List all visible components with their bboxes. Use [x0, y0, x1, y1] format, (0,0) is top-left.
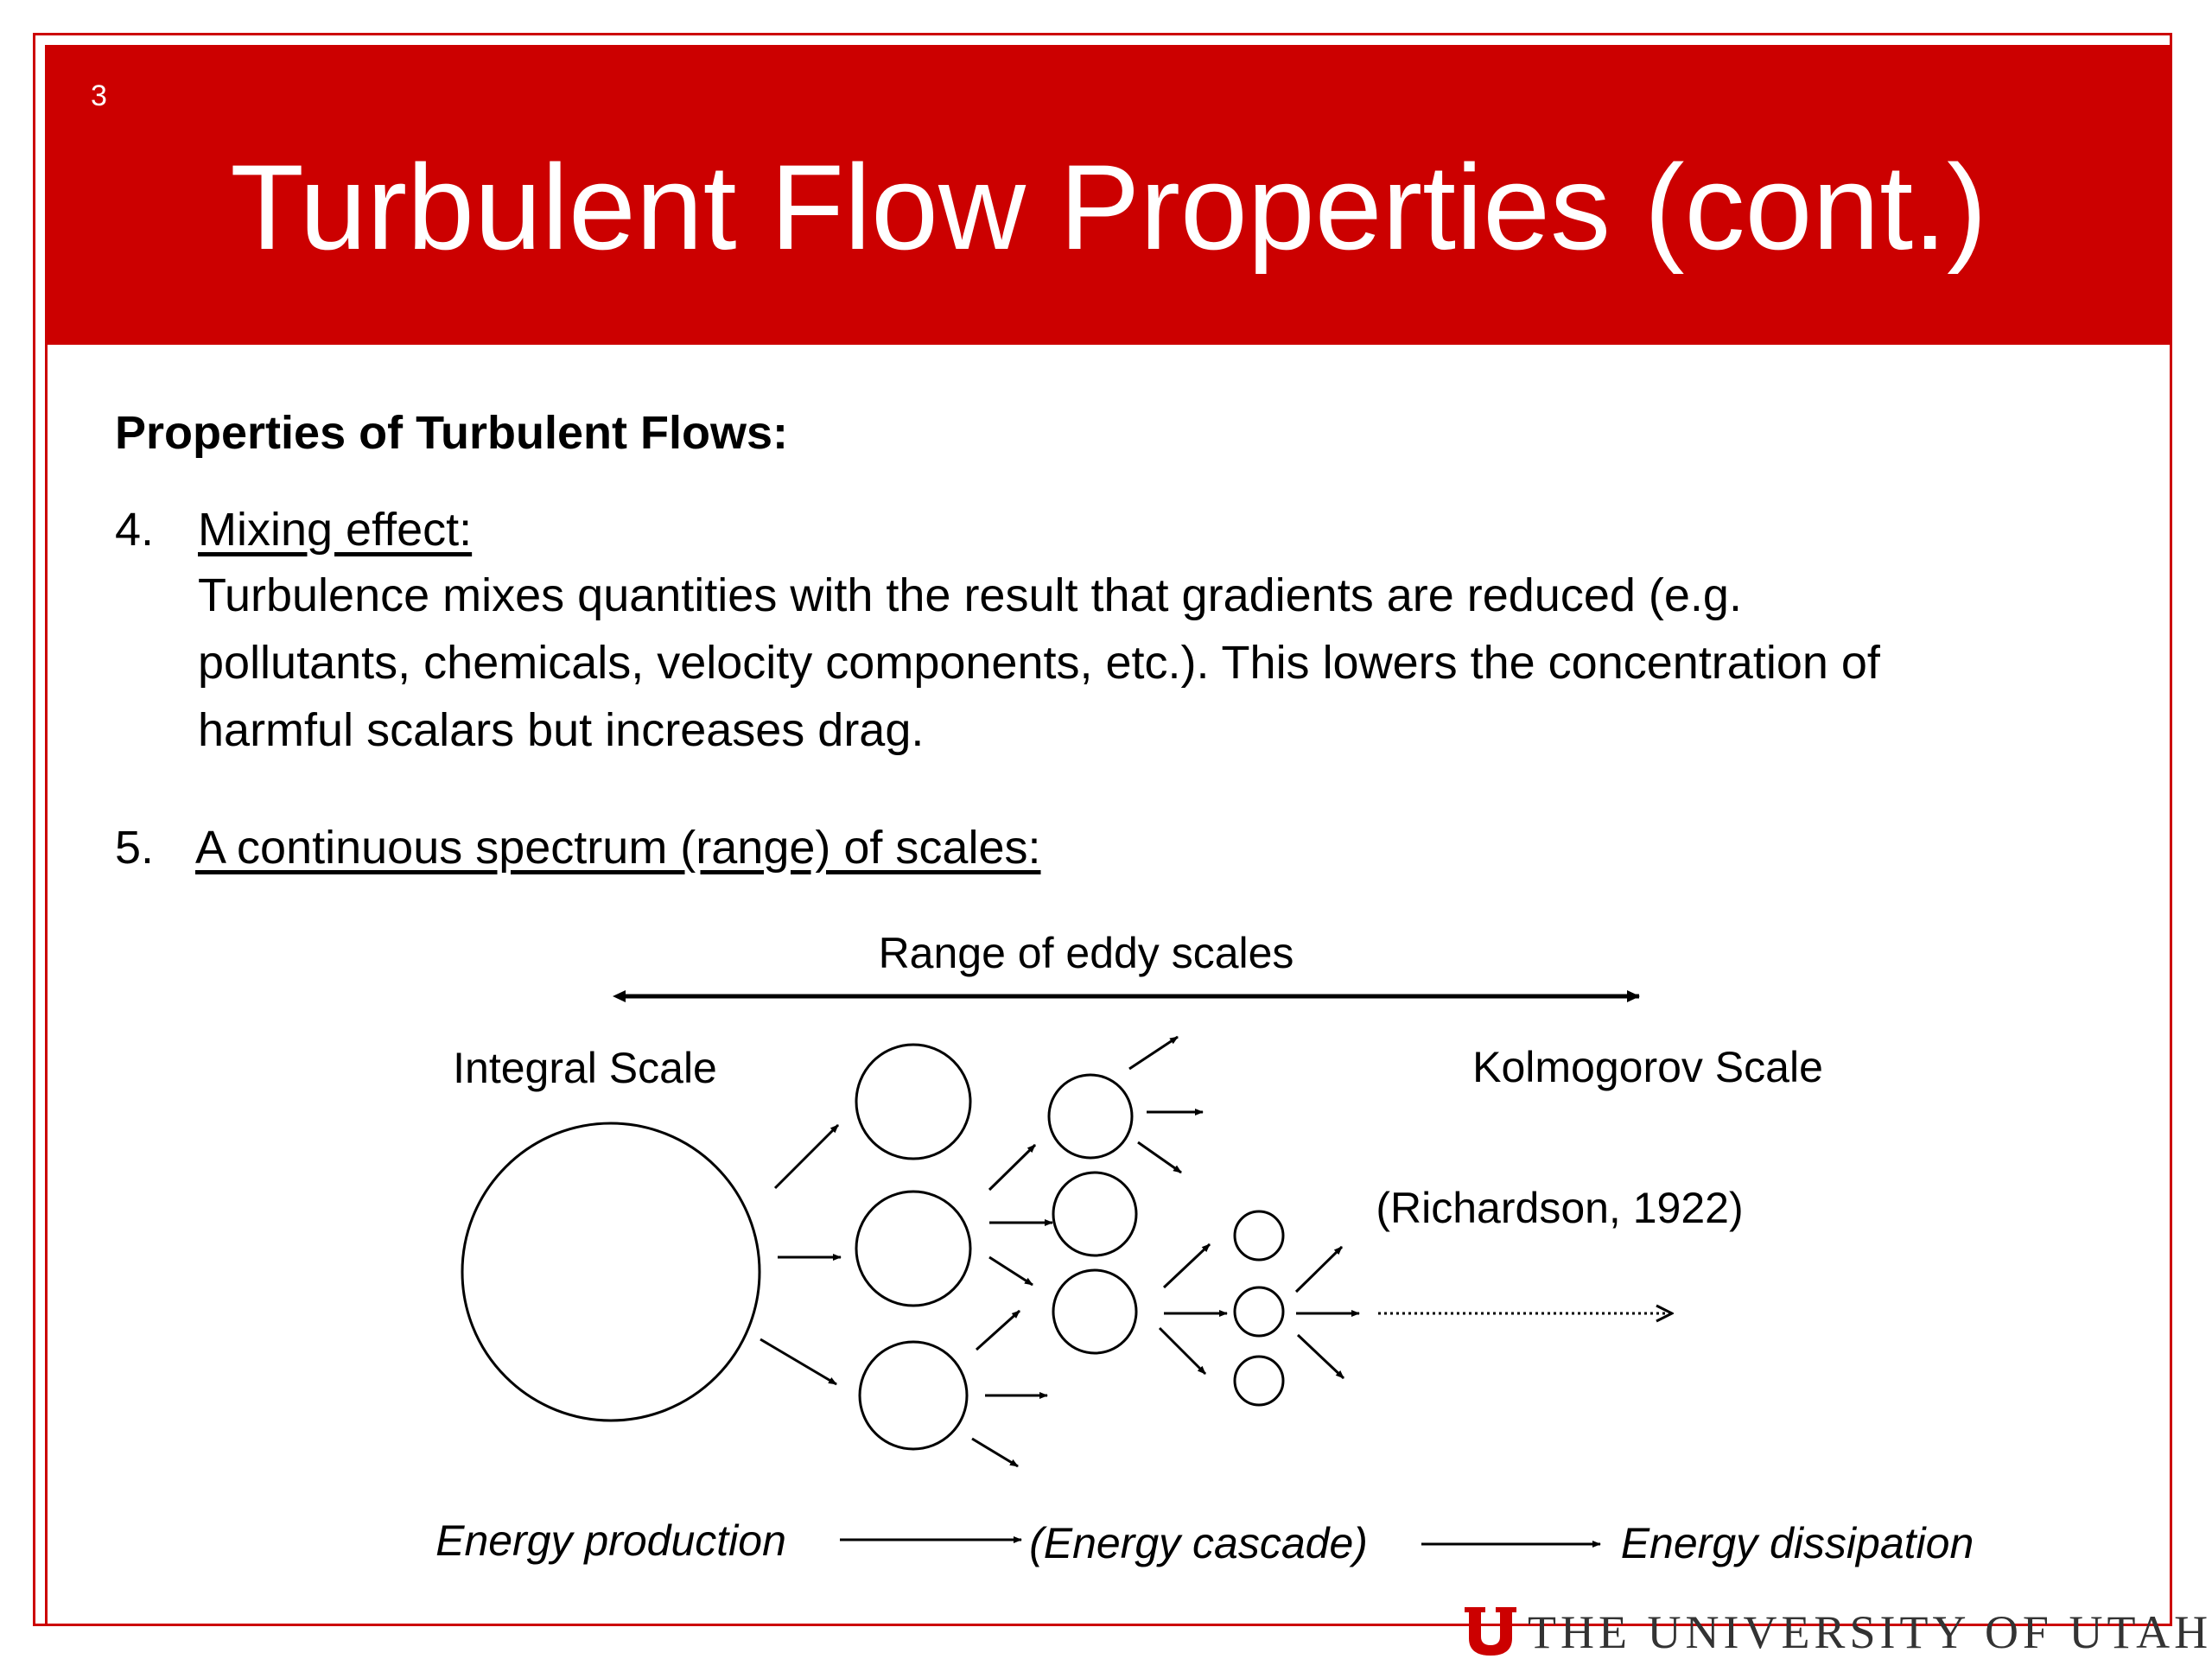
- body-line: pollutants, chemicals, velocity components, etc.). This lowers the concentration of: [198, 637, 1880, 689]
- eddy-level-3: [1235, 1211, 1283, 1260]
- energy-cascade-label: (Energy cascade): [1029, 1519, 1368, 1567]
- richardson-citation: (Richardson, 1922): [1376, 1184, 1744, 1232]
- energy-dissipation-label: Energy dissipation: [1620, 1519, 1974, 1567]
- item-heading-spectrum-of-scales: A continuous spectrum (range) of scales:: [195, 822, 1041, 874]
- item-number-4: 4.: [115, 504, 155, 556]
- eddy-level-3: [1235, 1287, 1283, 1336]
- section-heading: Properties of Turbulent Flows:: [115, 407, 789, 459]
- slide-title: Turbulent Flow Properties (cont.): [230, 139, 1987, 275]
- body-line: harmful scalars but increases drag.: [198, 704, 925, 756]
- slide-number: 3: [91, 79, 107, 112]
- institution-name: THE UNIVERSITY OF UTAH: [1528, 1606, 2212, 1658]
- integral-eddy: [462, 1123, 760, 1421]
- eddy-level-1: [856, 1045, 970, 1159]
- university-of-utah-logo-icon: [1463, 1605, 1518, 1657]
- body-line: Turbulence mixes quantities with the result that gradients are reduced (e.g.: [198, 569, 1742, 621]
- kolmogorov-scale-label: Kolmogorov Scale: [1472, 1043, 1823, 1091]
- eddy-level-3: [1235, 1357, 1283, 1405]
- eddy-level-1: [860, 1342, 967, 1449]
- integral-scale-label: Integral Scale: [453, 1044, 717, 1092]
- eddy-level-2: [1049, 1075, 1132, 1158]
- eddy-circles: [462, 1045, 1283, 1449]
- item-number-5: 5.: [115, 822, 155, 874]
- energy-production-label: Energy production: [435, 1516, 786, 1565]
- item-heading-mixing-effect: Mixing effect:: [198, 504, 473, 556]
- eddy-level-2: [1053, 1270, 1136, 1353]
- eddy-level-2: [1053, 1173, 1136, 1255]
- eddy-level-1: [856, 1192, 970, 1306]
- range-label: Range of eddy scales: [878, 929, 1294, 977]
